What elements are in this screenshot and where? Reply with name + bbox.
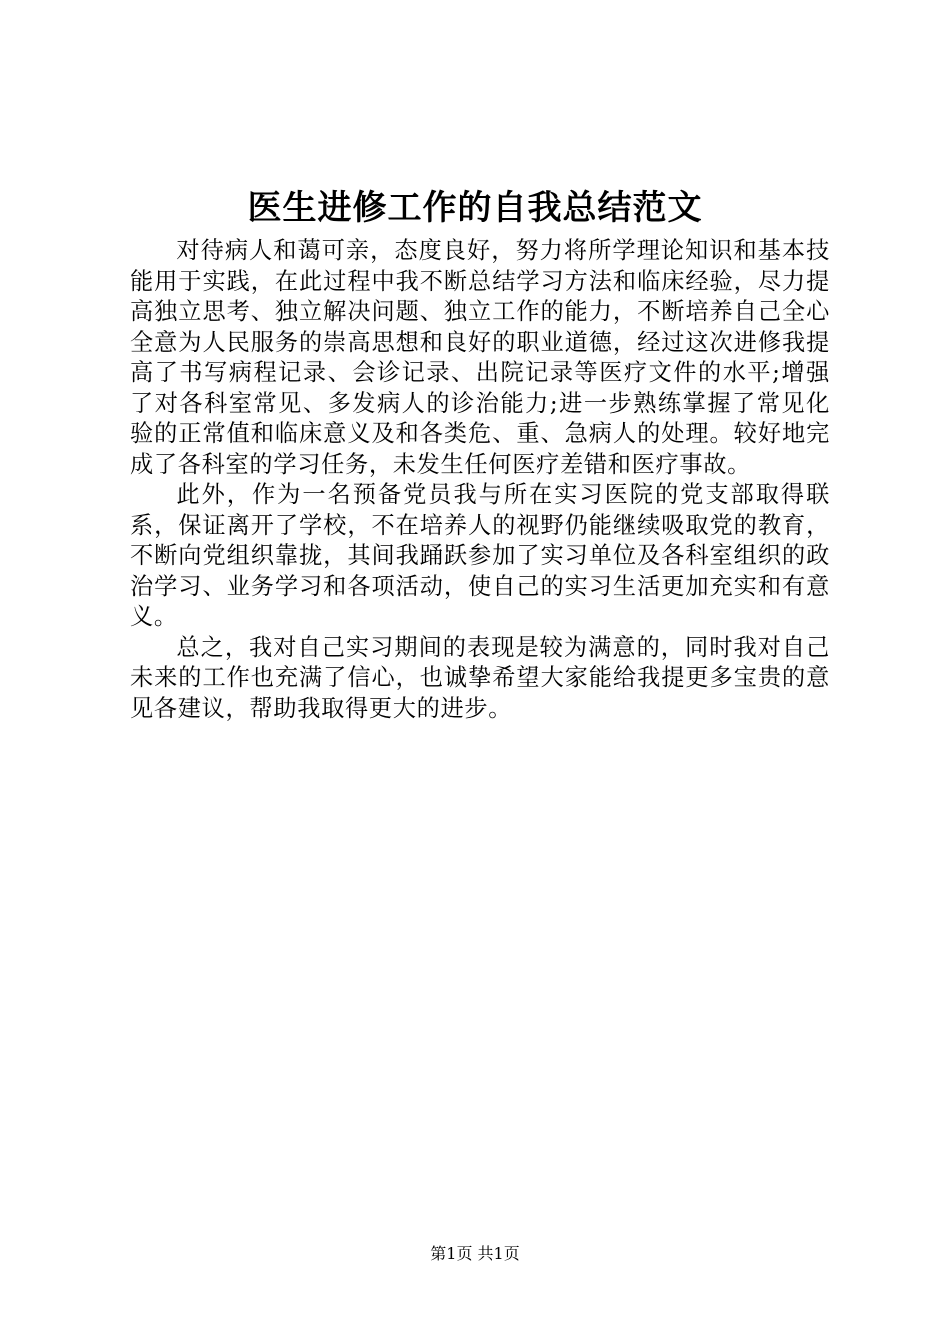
page-footer: 第1页 共1页	[430, 1244, 520, 1263]
document-body	[130, 236, 830, 724]
body-paragraph-3: 总之，我对自己实习期间的表现是较为满意的，同时我对自己未来的工作也充满了信心，也诚挚希望大家能给我提更多宝贵的意见各建议，帮助我取得更大的进步。	[130, 633, 830, 722]
body-paragraph-2: 此外，作为一名预备党员我与所在实习医院的党支部取得联系，保证离开了学校，不在培养人的视野仍能继续吸取党的教育，不断向党组织靠拢，其间我踊跃参加了实习单位及各科室组织的政治学习、业务学习和各项活动，使自己的实习生活更加充实和有意义。	[130, 481, 830, 630]
document-title: 医生进修工作的自我总结范文	[247, 188, 703, 228]
body-paragraph-1: 对待病人和蔼可亲，态度良好，努力将所学理论知识和基本技能用于实践，在此过程中我不断总结学习方法和临床经验，尽力提高独立思考、独立解决问题、独立工作的能力，不断培养自己全心全意为人民服务的崇高思想和良好的职业道德，经过这次进修我提高了书写病程记录、会诊记录、出院记录等医疗文件的水平;增强了对各科室常见、多发病人的诊治能力;进一步熟练掌握了常见化验的正常值和临床意义及和各类危、重、急病人的处理。较好地完成了各科室的学习任务，未发生任何医疗差错和医疗事故。	[130, 237, 830, 478]
